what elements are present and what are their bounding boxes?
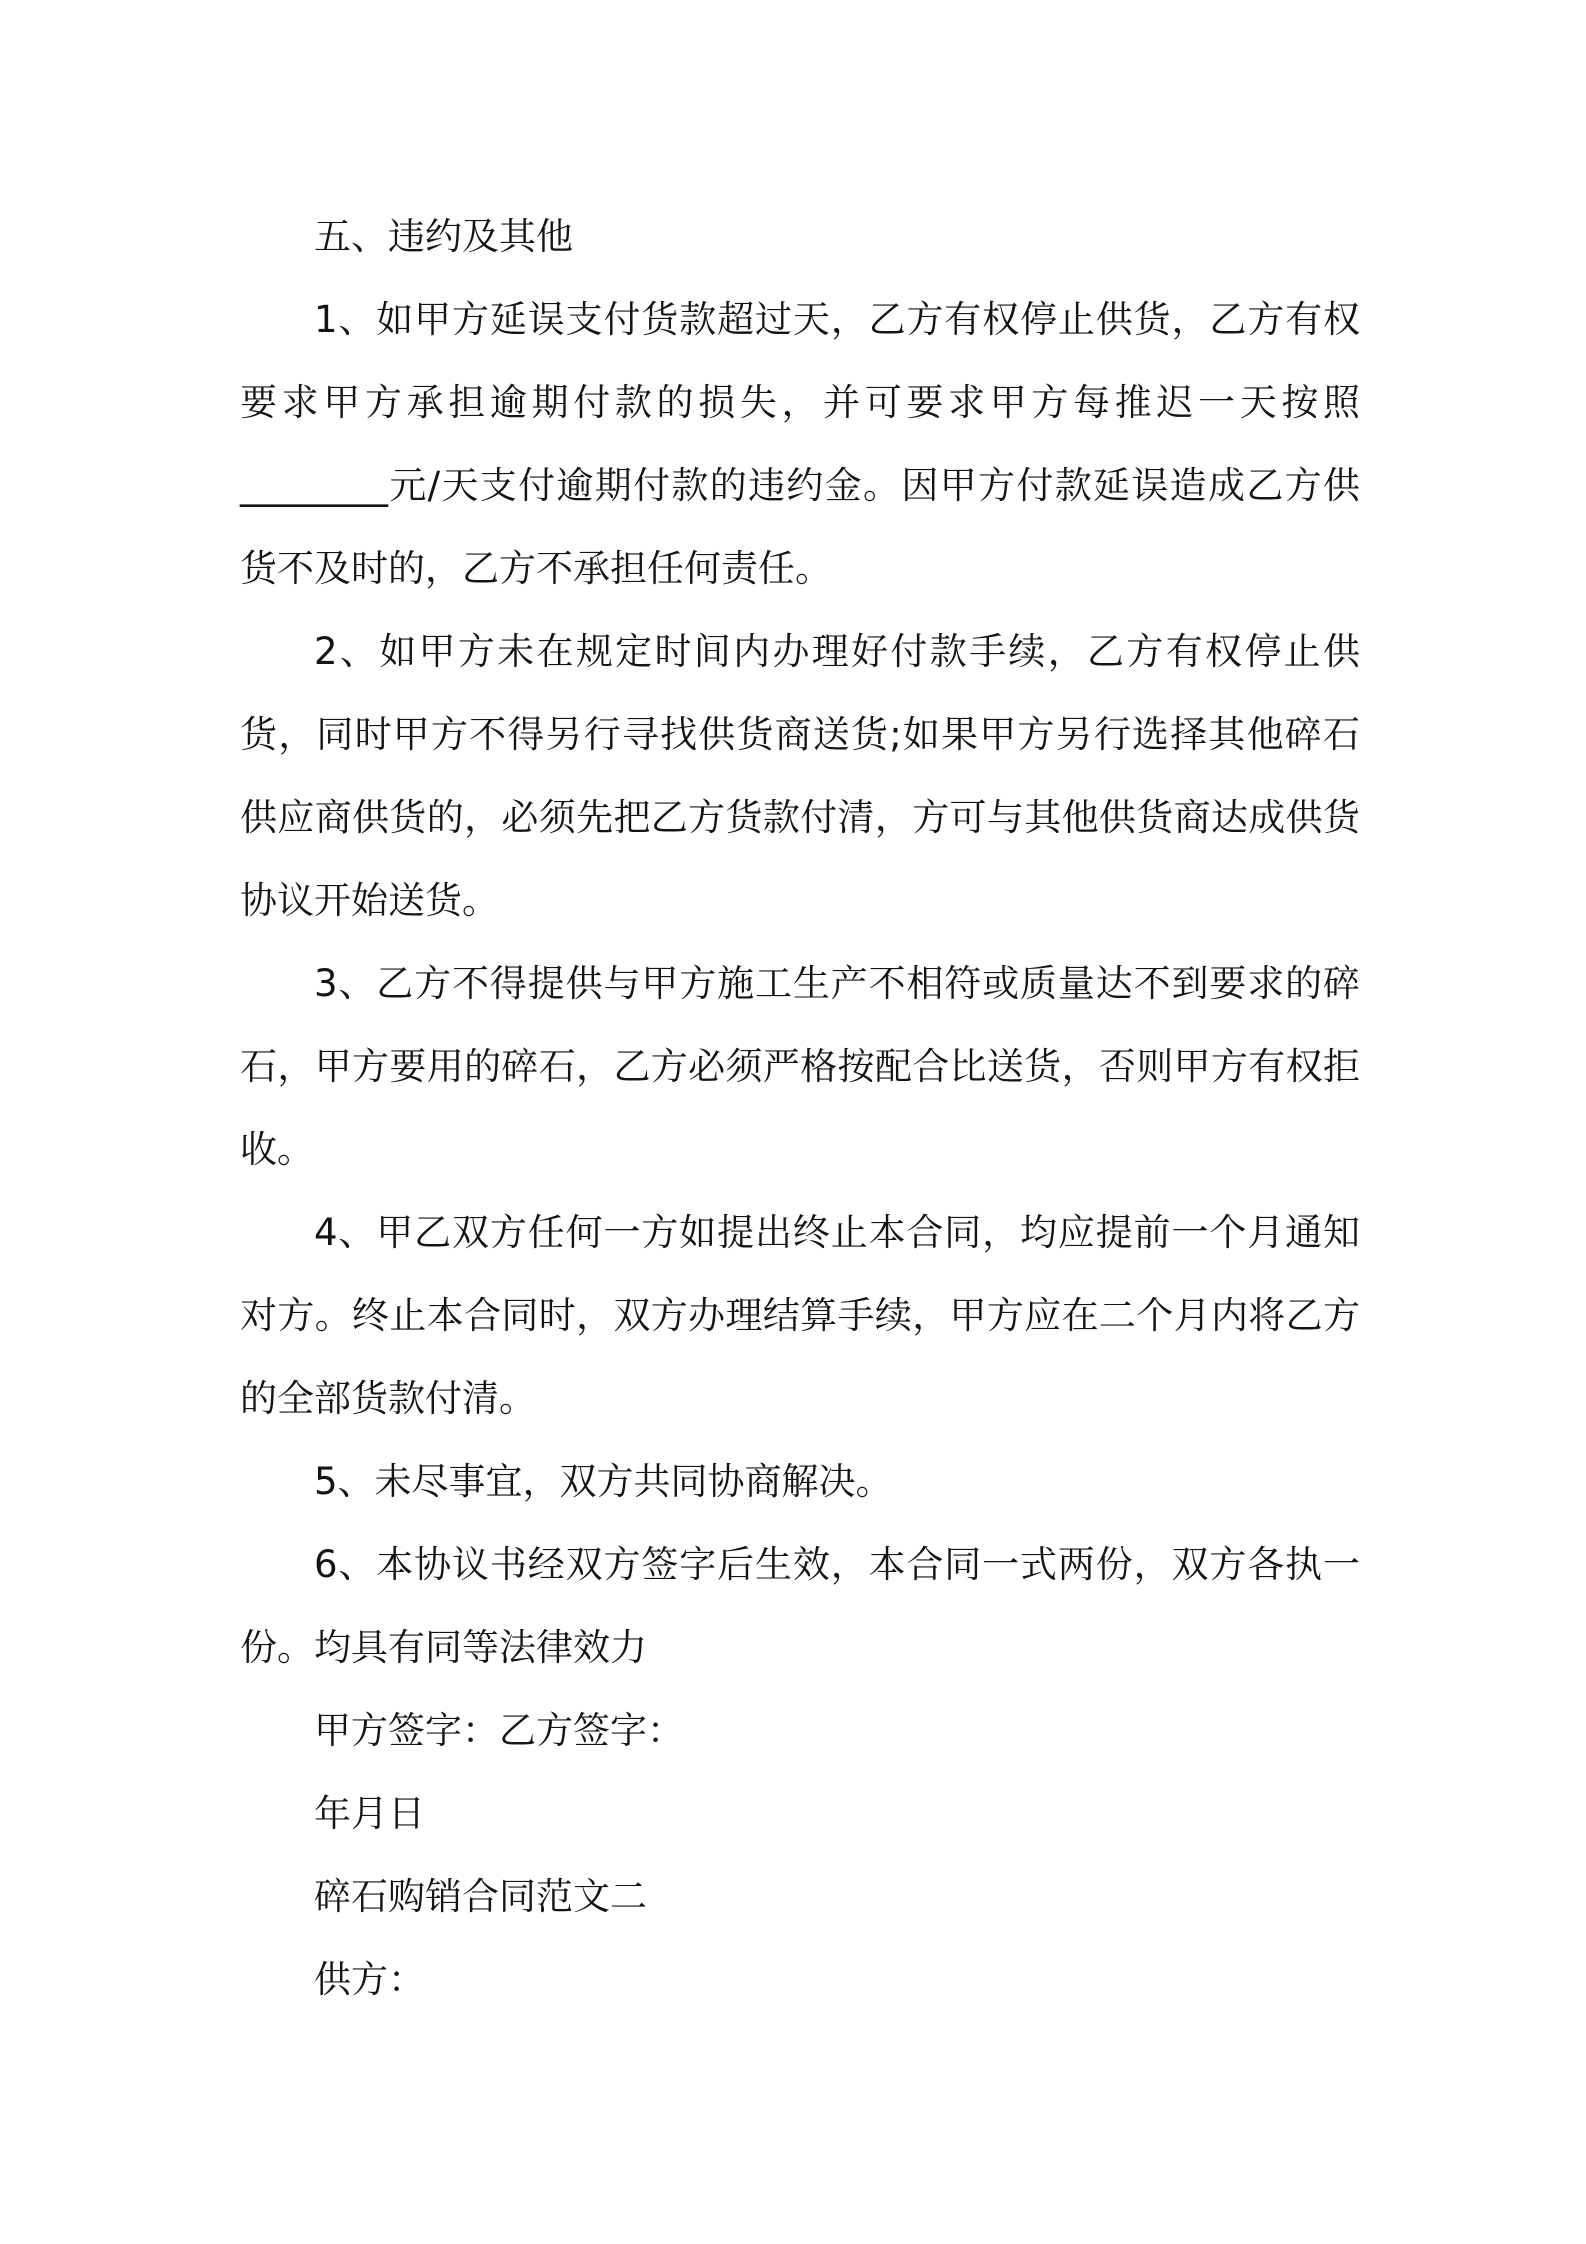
document-page xyxy=(240,195,1360,2021)
supplier-label: 供方： xyxy=(314,1958,425,2001)
next-contract-title: 碎石购销合同范文二 xyxy=(314,1875,647,1918)
signature-line: 甲方签字：乙方签字： xyxy=(314,1709,684,1752)
clause-3: 3、乙方不得提供与甲方施工生产不相符或质量达不到要求的碎石，甲方要用的碎石，乙方必须严格按配合比送货，否则甲方有权拒收。 xyxy=(240,962,1360,1171)
clause-1: 1、如甲方延误支付货款超过天，乙方有权停止供货，乙方有权要求甲方承担逾期付款的损失，并可要求甲方每推迟一天按照________元/天支付逾期付款的违约金。因甲方付款延误造成乙方供货不及时的，乙方不承担任何责任。 xyxy=(240,298,1360,590)
section-heading: 五、违约及其他 xyxy=(314,215,573,258)
clause-5: 5、未尽事宜，双方共同协商解决。 xyxy=(314,1460,893,1503)
clause-2: 2、如甲方未在规定时间内办理好付款手续，乙方有权停止供货，同时甲方不得另行寻找供货商送货;如果甲方另行选择其他碎石供应商供货的，必须先把乙方货款付清，方可与其他供货商达成供货协议开始送货。 xyxy=(240,630,1360,922)
date-line: 年月日 xyxy=(314,1792,425,1835)
clause-6: 6、本协议书经双方签字后生效，本合同一式两份，双方各执一份。均具有同等法律效力 xyxy=(240,1543,1360,1669)
clause-4: 4、甲乙双方任何一方如提出终止本合同，均应提前一个月通知对方。终止本合同时，双方办理结算手续，甲方应在二个月内将乙方的全部货款付清。 xyxy=(240,1211,1360,1420)
